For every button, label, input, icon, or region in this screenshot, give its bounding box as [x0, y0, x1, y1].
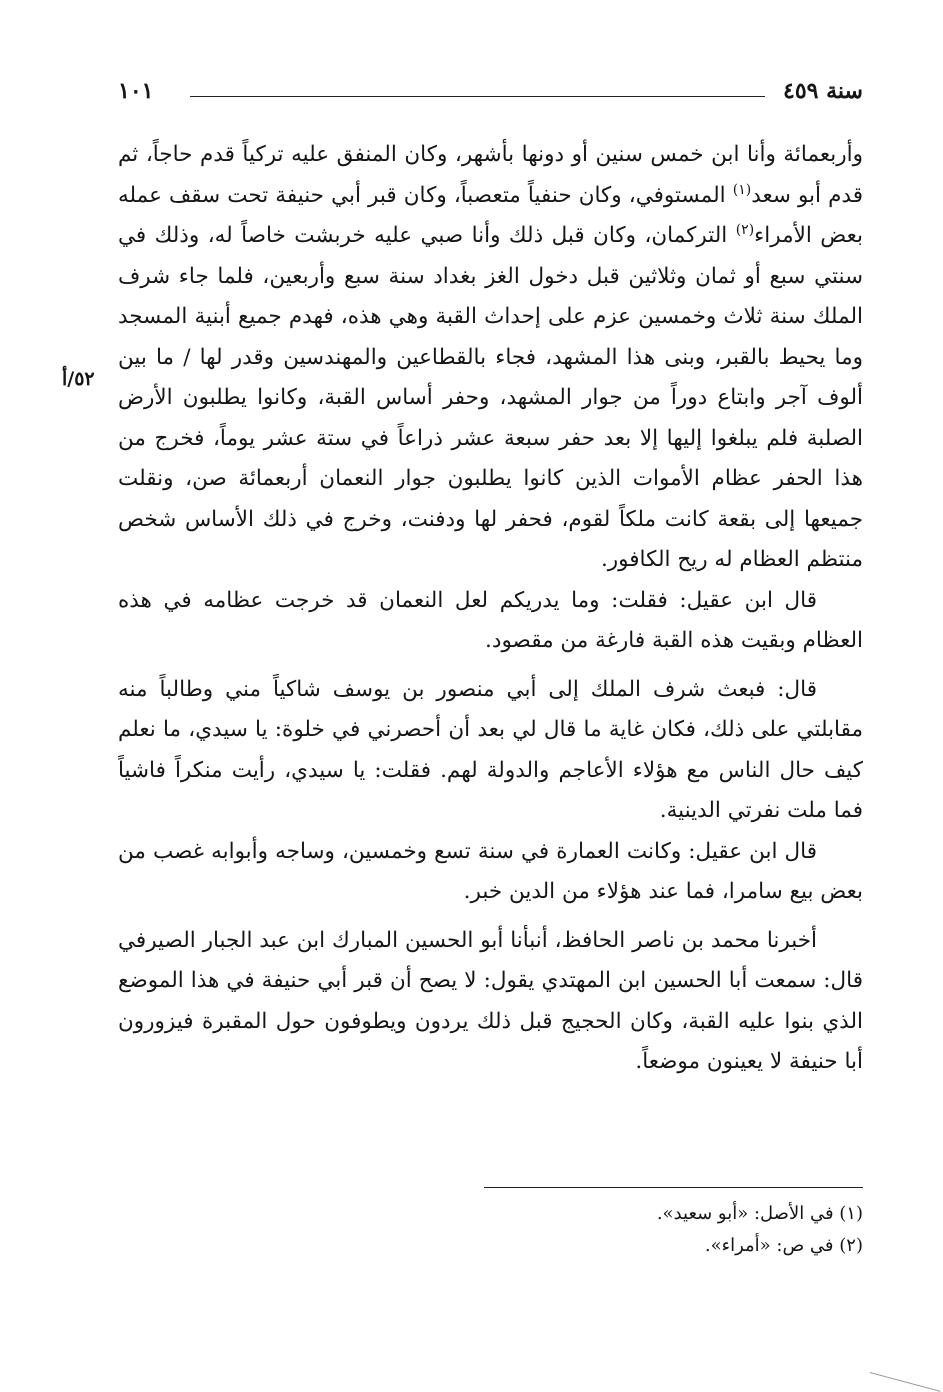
margin-folio-note: ٥٢/أ [62, 368, 95, 390]
header-year: سنة ٤٥٩ [783, 78, 863, 104]
header-rule [190, 96, 765, 97]
footnote-1: (١) في الأصل: «أبو سعيد». [656, 1203, 863, 1224]
paragraph-4: قال ابن عقيل: وكانت العمارة في سنة تسع وخمسين، وساجه وأبوابه غصب من بعض بيع سامرا، فما عند هؤلاء من الدين خبر. [118, 838, 863, 904]
paragraph-3: قال: فبعث شرف الملك إلى أبي منصور بن يوسف شاكياً مني وطالباً منه مقابلتي على ذلك، فكان غاية ما قال لي بعد أن أحصرني في خلوة: يا سيدي، ما نعلم كيف حال الناس مع هؤلاء الأعاجم والدولة لهم. فقلت: يا سيدي، رأيت منكراً فاشياً فما ملت نفرتي الدينية. [118, 676, 863, 823]
paragraph-2: قال ابن عقيل: فقلت: وما يدريكم لعل النعمان قد خرجت عظامه في هذه العظام وبقيت هذه القبة فارغة من مقصود. [118, 587, 863, 653]
page-crease-mark [870, 1372, 941, 1392]
paragraph-1-part-a: وأربعمائة وأنا ابن خمس سنين أو دونها بأشهر، وكان المنفق عليه تركياً قدم حاجاً، ثم قدم أبو سعد [118, 142, 863, 208]
footnote-separator [484, 1187, 863, 1188]
footnote-2: (٢) في ص: «أمراء». [704, 1235, 863, 1256]
page-header [118, 74, 863, 114]
paragraph-5: أخبرنا محمد بن ناصر الحافظ، أنبأنا أبو الحسين المبارك ابن عبد الجبار الصيرفي قال: سمعت أبا الحسين ابن المهتدي يقول: لا يصح أن قبر أبي حنيفة في هذا الموضع الذي بنوا عليه القبة، وكان الحجيج قبل ذلك يردون ويطوفون حول المقبرة فيزورون أبا حنيفة لا يعينون موضعاً. [118, 927, 863, 1074]
footnote-ref-2: (٢) [735, 221, 755, 238]
paragraph-1-part-c: التركمان، وكان قبل ذلك وأنا صبي عليه خربشت خاصاً له، وذلك في سنتي سبع أو ثمان وثلاثين قبل دخول الغز بغداد سنة سبع وأربعين، فلما جاء شرف الملك سنة ثلاث وخمسين عزم على إحداث القبة وهي هذه، فهدم جميع أبنية المسجد وما يحيط بالقبر، وبنى هذا المشهد، فجاء بالقطاعين والمهندسين وقدر لها / ما بين ألوف آجر وابتاع دوراً من جوار المشهد، وحفر أساس القبة، وكانوا يطلبون الأرض الصلبة فلم يبلغوا إليها إلا بعد حفر سبعة عشر ذراعاً في ستة عشر يوماً، فخرج من هذا الحفر عظام الأموات الذين كانوا يطلبون جوار النعمان أربعمائة صن، ونقلت جميعها إلى بقعة كانت ملكاً لقوم، فحفر لها ودفنت، وخرج في ذلك الأساس شخص منتظم العظام له ريح الكافور. [118, 223, 863, 572]
paragraph-1 [118, 135, 863, 581]
page-number: ١٠١ [118, 78, 154, 104]
main-text [118, 135, 863, 1083]
footnotes [363, 1198, 863, 1262]
footnote-ref-1: (١) [732, 181, 752, 198]
paragraph-1-part-b: المستوفي، وكان حنفياً متعصباً، وكان قبر أبي حنيفة تحت سقف عمله بعض الأمراء [118, 182, 863, 248]
